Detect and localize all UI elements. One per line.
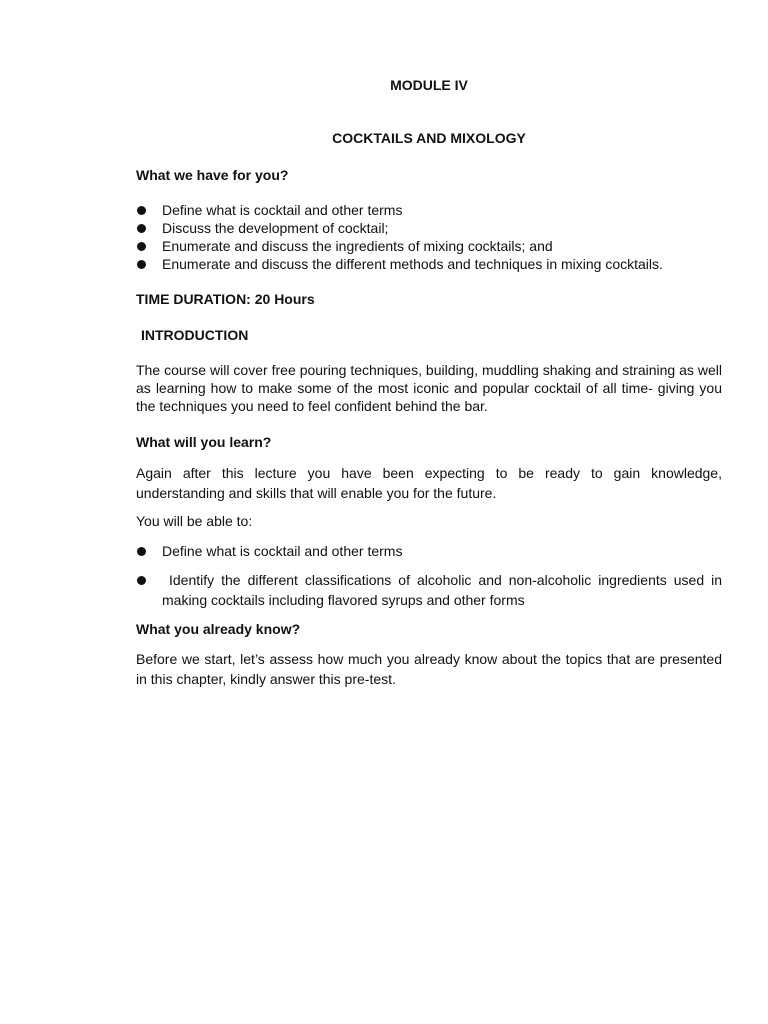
learn-lead: You will be able to: [136, 513, 253, 529]
introduction-text: The course will cover free pouring techniques, building, muddling shaking and straining as well as learning how to make some of the most iconic and popular cocktail of all time- giving you the techniques you need to feel confident behind the bar. [136, 362, 722, 414]
list-item-text: Define what is cocktail and other terms [162, 543, 403, 559]
list-item-text: Define what is cocktail and other terms [162, 202, 403, 218]
course-title: COCKTAILS AND MIXOLOGY [332, 130, 526, 146]
list-item [136, 570, 726, 610]
time-duration: TIME DURATION: 20 Hours [136, 291, 315, 307]
bullet-icon [137, 547, 146, 556]
list-item [136, 541, 722, 561]
list-item [136, 255, 736, 273]
list-item-text: Enumerate and discuss the ingredients of mixing cocktails; and [162, 238, 553, 254]
list-item-text: Discuss the development of cocktail; [162, 220, 389, 236]
already-know-heading: What you already know? [136, 621, 301, 637]
module-title: MODULE IV [390, 77, 468, 93]
objectives-list [136, 201, 736, 273]
learn-heading: What will you learn? [136, 434, 272, 450]
list-item [136, 237, 736, 255]
bullet-icon [137, 206, 146, 215]
bullet-icon [137, 576, 146, 585]
list-item-text: Enumerate and discuss the different methods and techniques in mixing cocktails. [162, 256, 663, 272]
what-we-have-heading: What we have for you? [136, 167, 289, 183]
list-item [136, 201, 736, 219]
learn-list [136, 541, 726, 610]
introduction-heading: INTRODUCTION [141, 327, 249, 343]
bullet-icon [137, 260, 146, 269]
learn-text: Again after this lecture you have been expecting to be ready to gain knowledge, understanding and skills that will enable you for the future. [136, 465, 722, 501]
list-item [136, 219, 736, 237]
already-know-text: Before we start, let’s assess how much you already know about the topics that are presented in this chapter, kindly answer this pre-test. [136, 651, 722, 687]
list-item-text: Identify the different classifications of alcoholic and non-alcoholic ingredients used in making cocktails including flavored syrups and other forms [162, 572, 726, 608]
bullet-icon [137, 242, 146, 251]
bullet-icon [137, 224, 146, 233]
